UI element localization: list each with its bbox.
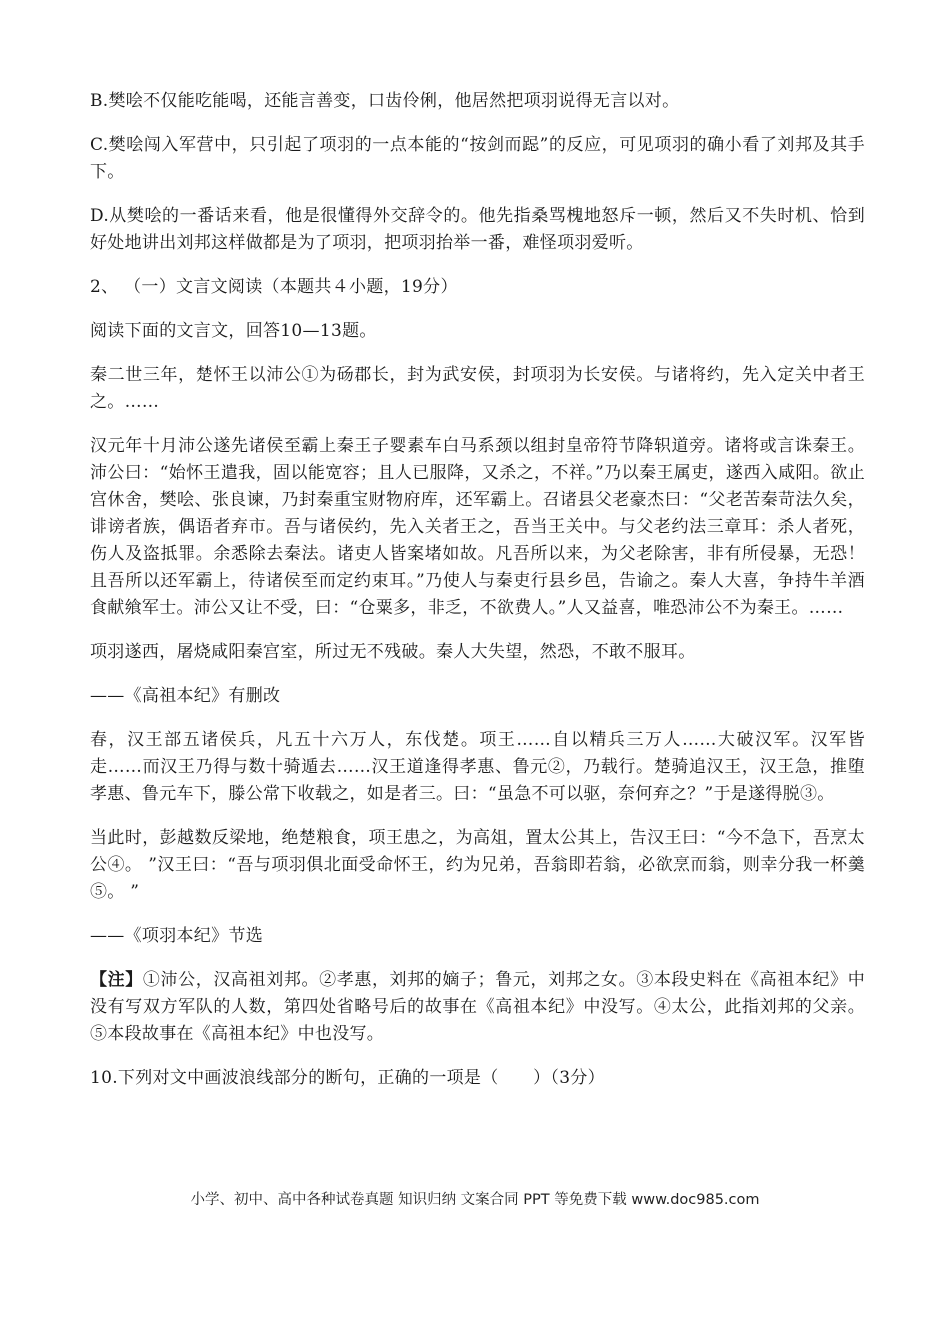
- passage-source-1: ——《高祖本纪》有删改: [90, 686, 281, 706]
- annotation-note: [90, 967, 865, 1048]
- note-mark: 【注】: [90, 970, 143, 990]
- section-instruction: 阅读下面的文言文，回答10—13题。: [90, 321, 377, 341]
- option-b: B.樊哙不仅能吃能喝，还能言善变，口齿伶俐，他居然把项羽说得无言以对。: [90, 91, 680, 111]
- passage-source-2: ——《项羽本纪》节选: [90, 926, 263, 946]
- passage-paragraph-3: 项羽遂西，屠烧咸阳秦宫室，所过无不残破。秦人大失望，然恐，不敢不服耳。: [90, 642, 696, 662]
- option-c: C.樊哙闯入军营中，只引起了项羽的一点本能的“按剑而跽”的反应，可见项羽的确小看了刘邦及其手下。: [90, 135, 865, 182]
- passage-paragraph-2: 汉元年十月沛公遂先诸侯至霸上秦王子婴素车白马系颈以组封皇帝符节降轵道旁。诸将或言诛秦王。沛公曰：“始怀王遣我，固以能宽容；且人已服降，又杀之，不祥。”乃以秦王属吏，遂西入咸阳。欲止宫休舍，樊哙、张良谏，乃封秦重宝财物府库，还军霸上。召诸县父老豪杰曰：“父老苦秦苛法久矣，诽谤者族，偶语者弃市。吾与诸侯约，先入关者王之，吾当王关中。与父老约法三章耳：杀人者死，伤人及盗抵罪。余悉除去秦法。诸吏人皆案堵如故。凡吾所以来，为父老除害，非有所侵暴，无恐！且吾所以还军霸上，待诸侯至而定约束耳。”乃使人与秦吏行县乡邑，告谕之。秦人大喜，争持牛羊酒食献飨军士。沛公又让不受，曰：“仓粟多，非乏，不欲费人。”人又益喜，唯恐沛公不为秦王。……: [90, 436, 865, 618]
- note-text: ①沛公，汉高祖刘邦。②孝惠，刘邦的嫡子；鲁元，刘邦之女。③本段史料在《高祖本纪》中没有写双方军队的人数，第四处省略号后的故事在《高祖本纪》中没写。④太公，此指刘邦的父亲。⑤本段故事在《高祖本纪》中也没写。: [90, 970, 865, 1044]
- section-heading: 2、 （一）文言文阅读（本题共４小题，19分）: [90, 277, 458, 297]
- document-body: [90, 88, 865, 1109]
- page-footer: 小学、初中、高中各种试卷真题 知识归纳 文案合同 PPT 等免费下载 www.doc985.com: [190, 1192, 760, 1208]
- question-10: 10.下列对文中画波浪线部分的断句，正确的一项是（ ）（3分）: [90, 1068, 605, 1088]
- passage-paragraph-1: 秦二世三年，楚怀王以沛公①为砀郡长，封为武安侯，封项羽为长安侯。与诸将约，先入定关中者王之。……: [90, 365, 865, 412]
- passage-paragraph-5: 当此时，彭越数反梁地，绝楚粮食，项王患之，为高俎，置太公其上，告汉王曰：“今不急下，吾烹太公④。 ”汉王曰：“吾与项羽俱北面受命怀王，约为兄弟，吾翁即若翁，必欲烹而翁，则幸分我一杯羹⑤。 ”: [90, 828, 865, 902]
- passage-paragraph-4: 春，汉王部五诸侯兵，凡五十六万人，东伐楚。项王……自以精兵三万人……大破汉军。汉军皆走……而汉王乃得与数十骑遁去……汉王道逢得孝惠、鲁元②，乃载行。楚骑追汉王，汉王急，推堕孝惠、鲁元车下，滕公常下收载之，如是者三。曰：“虽急不可以驱，奈何弃之？”于是遂得脱③。: [90, 730, 865, 804]
- option-d: D.从樊哙的一番话来看，他是很懂得外交辞令的。他先指桑骂槐地怒斥一顿，然后又不失时机、恰到好处地讲出刘邦这样做都是为了项羽，把项羽抬举一番，难怪项羽爱听。: [90, 206, 865, 253]
